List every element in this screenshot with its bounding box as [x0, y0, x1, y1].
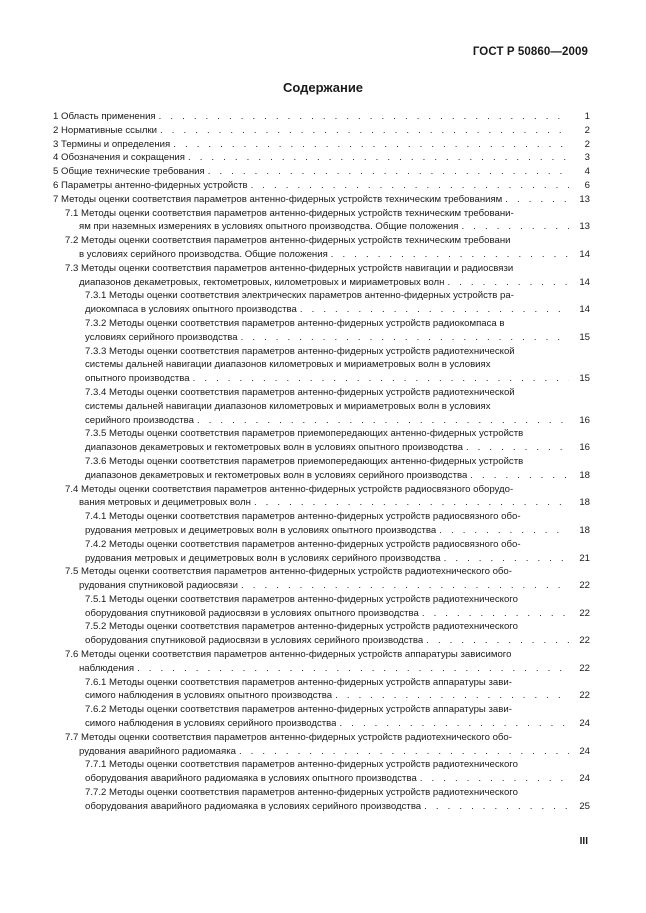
toc-entry-text: системы дальней навигации диапазонов километровых и мириаметровых волн в условиях — [85, 400, 491, 412]
toc-entry[interactable] — [53, 124, 590, 138]
dot-leader — [420, 772, 569, 786]
toc-page-number: 2 — [584, 124, 590, 136]
table-of-contents — [53, 110, 590, 814]
toc-entry[interactable] — [53, 386, 590, 427]
toc-entry[interactable] — [53, 207, 590, 235]
toc-page-number: 24 — [579, 718, 590, 730]
toc-entry-text: оборудования аварийного радиомаяка в условиях серийного производства — [85, 800, 422, 812]
toc-entry[interactable] — [53, 565, 590, 593]
toc-entry-text: 7.3 Методы оценки соответствия параметров антенно-фидерных устройств навигации и радиосвязи — [65, 262, 514, 274]
dot-leader — [339, 717, 569, 731]
toc-entry-text: 7.3.3 Методы оценки соответствия параметров антенно-фидерных устройств радиотехнической — [85, 345, 515, 357]
toc-entry-text: условиях серийного производства — [85, 331, 238, 343]
toc-page-number: 21 — [579, 552, 590, 564]
dot-leader — [137, 662, 569, 676]
toc-entry[interactable] — [53, 345, 590, 386]
toc-entry-text: 2 Нормативные ссылки — [53, 124, 158, 136]
toc-entry-text: рудования метровых и дециметровых волн в условиях опытного производства — [85, 524, 437, 536]
toc-entry[interactable] — [53, 648, 590, 676]
toc-entry-text: оборудования спутниковой радиосвязи в условиях опытного производства — [85, 607, 419, 619]
toc-entry-text: оборудования спутниковой радиосвязи в условиях серийного производства — [85, 635, 424, 647]
toc-entry[interactable] — [53, 620, 590, 648]
toc-entry-text: рудования аварийного радиомаяка — [79, 745, 236, 757]
toc-page-number: 22 — [579, 690, 590, 702]
toc-entry-text: 6 Параметры антенно-фидерных устройств — [53, 179, 248, 191]
toc-entry-text: 3 Термины и определения — [53, 138, 171, 150]
dot-leader — [422, 607, 569, 621]
toc-entry-text: опытного производства — [85, 373, 190, 385]
toc-entry-text: ям при наземных измерениях в условиях опытного производства. Общие положения — [79, 221, 459, 233]
toc-page-number: 16 — [579, 442, 590, 454]
toc-entry-text: диапазонов декаметровых, гектометровых, километровых и мириаметровых волн — [79, 276, 445, 288]
dot-leader — [239, 745, 569, 759]
toc-entry[interactable] — [53, 165, 590, 179]
toc-page-number: 6 — [584, 179, 590, 191]
toc-entry-text: 7.6.1 Методы оценки соответствия параметров антенно-фидерных устройств аппаратуры зави- — [85, 676, 512, 688]
toc-entry[interactable] — [53, 703, 590, 731]
toc-entry[interactable] — [53, 483, 590, 511]
toc-page-number: 24 — [579, 745, 590, 757]
dot-leader — [254, 496, 569, 510]
toc-entry-text: 7.7 Методы оценки соответствия параметров антенно-фидерных устройств радиотехнического обо- — [65, 731, 512, 743]
toc-entry-text: 7.5.2 Методы оценки соответствия параметров антенно-фидерных устройств радиотехнического — [85, 621, 518, 633]
toc-page-number: 16 — [579, 414, 590, 426]
toc-page-number: 18 — [579, 469, 590, 481]
toc-entry[interactable] — [53, 786, 590, 814]
toc-page-number: 25 — [579, 800, 590, 812]
dot-leader — [193, 372, 569, 386]
toc-entry-text: в условиях серийного производства. Общие положения — [79, 248, 328, 260]
toc-page-number: 15 — [579, 373, 590, 385]
dot-leader — [208, 165, 569, 179]
toc-page-number: 14 — [579, 248, 590, 260]
toc-entry-text: оборудования аварийного радиомаяка в условиях опытного производства — [85, 773, 417, 785]
toc-page-number: 18 — [579, 524, 590, 536]
toc-entry[interactable] — [53, 138, 590, 152]
toc-entry-text: наблюдения — [79, 662, 135, 674]
toc-entry-text: 7.3.1 Методы оценки соответствия электрических параметров антенно-фидерных устройств ра- — [85, 290, 514, 302]
toc-page-number: 13 — [579, 193, 590, 205]
toc-page-number: 18 — [579, 497, 590, 509]
toc-entry-text: серийного производства — [85, 414, 194, 426]
toc-entry-text: 7.6.2 Методы оценки соответствия параметров антенно-фидерных устройств аппаратуры зави- — [85, 704, 512, 716]
dot-leader — [444, 552, 569, 566]
toc-entry[interactable] — [53, 234, 590, 262]
toc-entry[interactable] — [53, 510, 590, 538]
dot-leader — [470, 469, 569, 483]
toc-entry-text: 7.4 Методы оценки соответствия параметров антенно-фидерных устройств радиосвязного оборудо- — [65, 483, 514, 495]
toc-entry[interactable] — [53, 193, 590, 207]
toc-page-number: 1 — [584, 111, 590, 122]
standard-code: ГОСТ Р 50860—2009 — [472, 46, 588, 58]
dot-leader — [447, 276, 569, 290]
dot-leader — [300, 303, 569, 317]
toc-entry-text: 7.4.1 Методы оценки соответствия параметров антенно-фидерных устройств радиосвязного обо- — [85, 511, 521, 523]
toc-entry-text: 7.4.2 Методы оценки соответствия параметров антенно-фидерных устройств радиосвязного обо- — [85, 538, 521, 550]
toc-page-number: 22 — [579, 607, 590, 619]
dot-leader — [241, 331, 569, 345]
dot-leader — [197, 414, 569, 428]
toc-page-number: 2 — [584, 138, 590, 150]
toc-entry-text: 7.5.1 Методы оценки соответствия параметров антенно-фидерных устройств радиотехнического — [85, 593, 518, 605]
toc-entry-text: 7.2 Методы оценки соответствия параметров антенно-фидерных устройств техническим требовани — [65, 235, 511, 247]
toc-page-number: 22 — [579, 635, 590, 647]
page-number: III — [579, 836, 588, 847]
toc-entry[interactable] — [53, 538, 590, 566]
toc-entry-text: рудования спутниковой радиосвязи — [79, 580, 239, 592]
toc-entry-text: рудования метровых и дециметровых волн в условиях серийного производства — [85, 552, 441, 564]
dot-leader — [426, 634, 569, 648]
toc-entry-text: 1 Область применения — [53, 111, 156, 122]
dot-leader — [160, 124, 569, 138]
toc-entry[interactable] — [53, 593, 590, 621]
toc-entry-text: 7.3.6 Методы оценки соответствия параметров приемопередающих антенно-фидерных устройств — [85, 455, 524, 467]
toc-entry[interactable] — [53, 262, 590, 290]
toc-entry-text: 7.1 Методы оценки соответствия параметров антенно-фидерных устройств техническим требовани- — [65, 207, 514, 219]
toc-entry[interactable] — [53, 289, 590, 317]
toc-entry[interactable] — [53, 427, 590, 455]
toc-page-number: 22 — [579, 662, 590, 674]
toc-entry-text: 7.7.1 Методы оценки соответствия параметров антенно-фидерных устройств радиотехнического — [85, 759, 518, 771]
toc-page-number: 13 — [579, 221, 590, 233]
toc-page-number: 4 — [584, 166, 590, 178]
toc-page-number: 14 — [579, 304, 590, 316]
toc-entry-text: 7.7.2 Методы оценки соответствия параметров антенно-фидерных устройств радиотехнического — [85, 787, 518, 799]
dot-leader — [241, 579, 569, 593]
toc-entry-text: диокомпаса в условиях опытного производства — [85, 304, 297, 316]
toc-entry-text: 7 Методы оценки соответствия параметров антенно-фидерных устройств техническим требованиям — [53, 193, 503, 205]
toc-entry-text: диапазонов декаметровых и гектометровых волн в условиях серийного производства — [85, 469, 468, 481]
dot-leader — [335, 689, 569, 703]
toc-entry[interactable] — [53, 317, 590, 345]
toc-page-number: 15 — [579, 331, 590, 343]
dot-leader — [505, 193, 569, 207]
toc-page-number: 14 — [579, 276, 590, 288]
toc-entry-text: 7.3.2 Методы оценки соответствия параметров антенно-фидерных устройств радиокомпаса в — [85, 317, 505, 329]
toc-entry[interactable] — [53, 455, 590, 483]
toc-entry-text: симого наблюдения в условиях опытного производства — [85, 690, 333, 702]
dot-leader — [173, 138, 569, 152]
toc-entry-text: 7.3.5 Методы оценки соответствия параметров приемопередающих антенно-фидерных устройств — [85, 428, 524, 440]
toc-entry[interactable] — [53, 758, 590, 786]
dot-leader — [466, 441, 569, 455]
toc-entry-text: 7.6 Методы оценки соответствия параметров антенно-фидерных устройств аппаратуры зависимого — [65, 649, 512, 661]
toc-entry-text: 4 Обозначения и сокращения — [53, 152, 185, 164]
dot-leader — [424, 800, 569, 814]
dot-leader — [251, 179, 569, 193]
toc-entry[interactable] — [53, 110, 590, 124]
toc-page-number: 3 — [584, 152, 590, 164]
dot-leader — [188, 151, 569, 165]
toc-entry[interactable] — [53, 151, 590, 165]
toc-entry-text: 7.3.4 Методы оценки соответствия параметров антенно-фидерных устройств радиотехнической — [85, 386, 515, 398]
toc-entry-text: диапазонов декаметровых и гектометровых волн в условиях опытного производства — [85, 442, 463, 454]
dot-leader — [462, 220, 570, 234]
page-title: Содержание — [282, 80, 364, 95]
toc-entry[interactable] — [53, 179, 590, 193]
dot-leader — [439, 524, 569, 538]
toc-entry[interactable] — [53, 676, 590, 704]
toc-entry-text: вания метровых и дециметровых волн — [79, 497, 251, 509]
toc-entry[interactable] — [53, 731, 590, 759]
toc-entry-text: системы дальней навигации диапазонов километровых и мириаметровых волн в условиях — [85, 359, 491, 371]
toc-page-number: 24 — [579, 773, 590, 785]
toc-entry-text: симого наблюдения в условиях серийного производства — [85, 718, 337, 730]
toc-entry-text: 7.5 Методы оценки соответствия параметров антенно-фидерных устройств радиотехнического обо- — [65, 566, 512, 578]
toc-page-number: 22 — [579, 580, 590, 592]
dot-leader — [331, 248, 569, 262]
dot-leader — [159, 110, 569, 124]
toc-entry-text: 5 Общие технические требования — [53, 166, 205, 178]
